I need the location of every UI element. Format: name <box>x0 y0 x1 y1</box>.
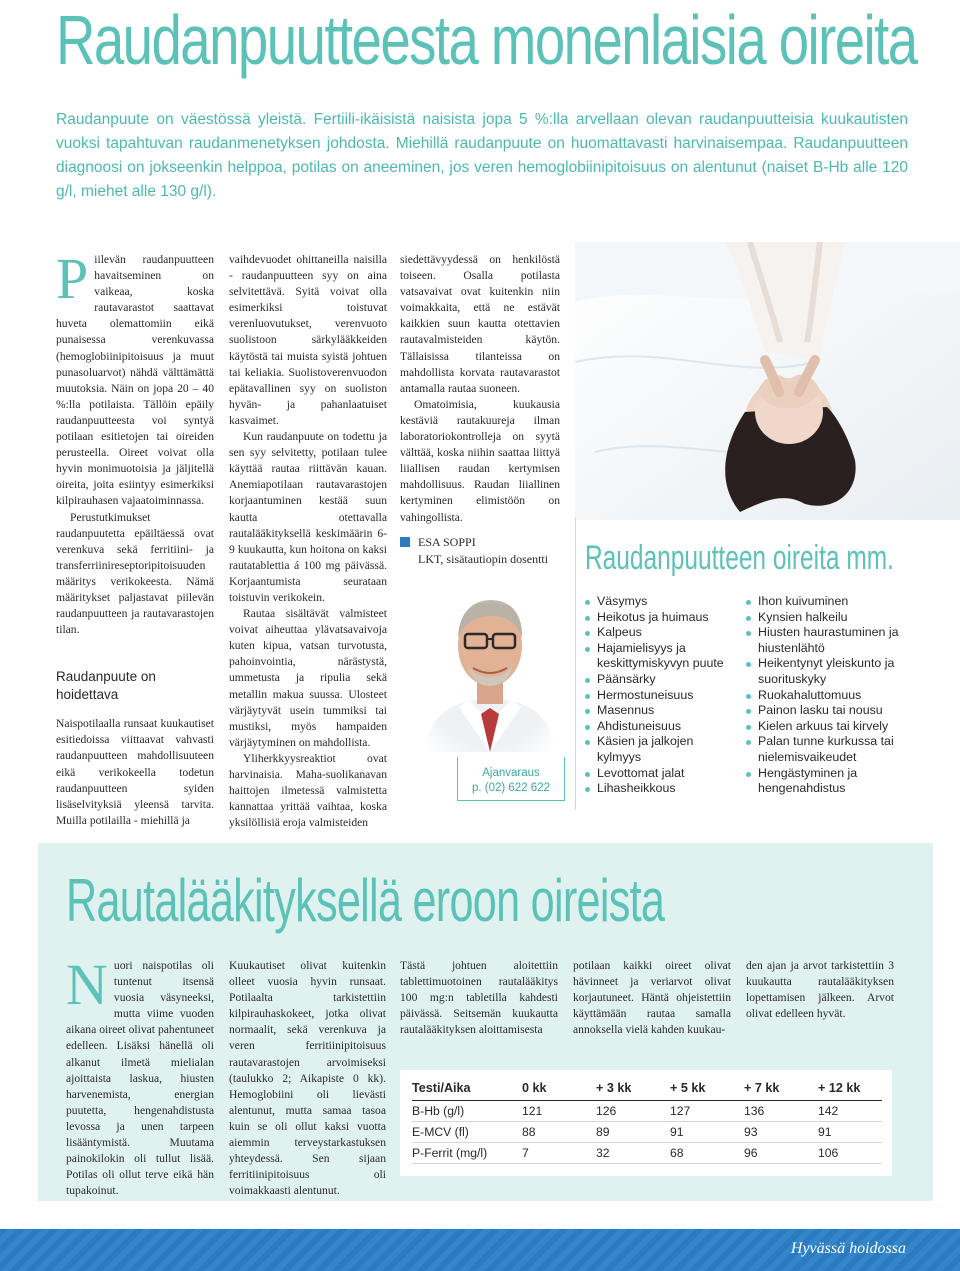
article-column-3 <box>400 252 560 526</box>
table-row <box>412 1121 882 1142</box>
case-column-4 <box>573 958 731 1038</box>
lab-results-table <box>412 1080 882 1164</box>
paragraph: Perustutkimukset raudanpuutetta epäiltäessä ovat verenkuva sekä ferritiini- ja transferriinireseptoripitoisuuden määritys verikokeesta. Nämä määritykset paljastavat piilevän raudanpuutteen ja rautavarastojen tilan. <box>56 510 214 637</box>
list-item: Hajamielisyys ja keskittymiskyvyn puute <box>585 641 735 672</box>
paragraph: Tästä johtuen aloitettiin tablettimuotoinen rautalääkitys 100 mg:n tabletilla kahdesti päivässä. Seitsemän kuukautta rautalääkityksen aloittamisesta <box>400 959 558 1037</box>
list-item: Kielen arkuus tai kirvely <box>746 719 906 735</box>
symptoms-title: Raudanpuutteen oireita mm. <box>585 539 894 577</box>
list-item: Kalpeus <box>585 625 735 641</box>
booking-phone: p. (02) 622 622 <box>471 782 550 794</box>
paragraph: vaihdevuodet ohittaneilla naisilla - raudanpuutteen syy on aina selvitettävä. Syitä voivat olla esimerkiksi toistuvat verenluovutukset, verenvuoto suolistoon särkylääkkeiden käytöstä tai muista syistä johtuen tai keliakia. Suolistoverenvuodon epätavallinen syy on suoliston hyvän- ja pahanlaatuiset kasvaimet. <box>229 253 387 427</box>
table-cell: 32 <box>596 1142 670 1163</box>
article-column-1 <box>56 246 214 829</box>
symptoms-list-left <box>585 594 735 797</box>
list-item: Käsien ja jalkojen kylmyys <box>585 734 735 765</box>
table-row <box>412 1100 882 1121</box>
table-header: + 12 kk <box>818 1080 882 1100</box>
table-cell: 68 <box>670 1142 744 1163</box>
list-item: Levottomat jalat <box>585 766 735 782</box>
list-item: Ihon kuivuminen <box>746 594 906 610</box>
case-column-3 <box>400 958 558 1038</box>
author-name: ESA SOPPI <box>418 535 476 549</box>
list-item: Palan tunne kurkussa tai nielemisvaikeudet <box>746 734 906 765</box>
table-header: 0 kk <box>522 1080 596 1100</box>
table-cell: 89 <box>596 1121 670 1142</box>
section-heading: Raudanpuute on hoidettava <box>56 669 156 703</box>
list-item: Ruokahaluttomuus <box>746 688 906 704</box>
paragraph: Piilevän raudanpuutteen havaitseminen on vaikeaa, koska rautavarastot saattavat huveta olemattomiin eikä punaisessa verenkuvassa (hemoglobiinipitoisuus ja muut punasoluarvot) nähdä välttämättä muutoksia. Näin on jopa 20 – 40 %:lla potilaista. Tällöin epäily raudanpuutteesta voi syntyä potilaan esitietojen tai oireiden perusteella. Oireet voivat olla hyvin monimuotoisia ja jäljitellä oireita, joita esiintyy esimerkiksi kilpirauhasen vajaatoiminnassa. <box>56 246 214 508</box>
case-column-1 <box>66 952 214 1199</box>
case-column-5 <box>746 958 894 1022</box>
booking-label: Ajanvaraus <box>482 767 540 779</box>
table-cell: 136 <box>744 1100 818 1121</box>
author-title: LKT, sisätautiopin dosentti <box>418 552 549 566</box>
table-header: Testi/Aika <box>412 1080 522 1100</box>
author-portrait <box>415 582 565 752</box>
paragraph: den ajan ja arvot tarkistettiin 3 kuukautta rautalääkityksen lopettamisen jälkeen. Arvot olivat edelleen hyvät. <box>746 959 894 1021</box>
table-cell: E-MCV (fl) <box>412 1121 522 1142</box>
list-item: Päänsärky <box>585 672 735 688</box>
table-cell: 91 <box>670 1121 744 1142</box>
table-cell: 127 <box>670 1100 744 1121</box>
table-cell: 96 <box>744 1142 818 1163</box>
list-item: Lihasheikkous <box>585 781 735 797</box>
symptoms-list-right <box>746 594 906 797</box>
list-item: Painon lasku tai nousu <box>746 703 906 719</box>
paragraph: Kun raudanpuute on todettu ja sen syy selvitetty, potilaan tulee käyttää rautaa riittävän kauan. Anemiapotilaan rautavarastojen korjaantuminen kestää suun kautta otettavalla rautalääkityksellä keskimäärin 6-9 kuukautta, kun hoitona on kaksi rautatablettia á 100 mg päivässä. Korjaantumista seurataan toistuvin verikokein. <box>229 430 387 604</box>
lead-paragraph: Raudanpuute on väestössä yleistä. Fertiili-ikäisistä naisista jopa 5 %:lla arvellaan olevan raudanpuutteisia kuukautisten vuoksi tapahtuvan raudanmenetyksen johdosta. Miehillä raudanpuute on huomattavasti harvinaisempaa. Raudanpuutteen diagnoosi on jokseenkin helppoa, potilas on aneeminen, jos veren hemoglobiinipitoisuus on alentunut (naiset B-Hb alle 120 g/l, miehet alle 130 g/l). <box>56 111 908 200</box>
case-study-title: Rautalääkityksellä eroon oireista <box>66 867 665 934</box>
table-header-row <box>412 1080 882 1100</box>
table-cell: 93 <box>744 1121 818 1142</box>
table-header: + 5 kk <box>670 1080 744 1100</box>
list-item: Heikentynyt yleiskunto ja suorituskyky <box>746 656 906 687</box>
table-cell: B-Hb (g/l) <box>412 1100 522 1121</box>
article-column-2 <box>229 252 387 831</box>
drop-cap: P <box>56 246 89 311</box>
table-header: + 7 kk <box>744 1080 818 1100</box>
booking-box <box>457 757 565 801</box>
table-cell: 121 <box>522 1100 596 1121</box>
table-cell: 142 <box>818 1100 882 1121</box>
table-cell: P-Ferrit (mg/l) <box>412 1142 522 1163</box>
author-byline <box>400 534 548 568</box>
table-header: + 3 kk <box>596 1080 670 1100</box>
drop-cap: N <box>66 952 108 1017</box>
footer-brand: Hyvässä hoidossa <box>790 1240 906 1257</box>
paragraph: Nuori naispotilas oli tuntenut itsensä vuosia väsyneeksi, mutta viime vuoden aikana oireet olivat pahentuneet edelleen. Lisäksi hänellä oli alkanut ilmetä mielialan ajoittaista laskua, hiusten harvenemista, energian puutetta, hengenahdistusta levossa ja unen tarpeen lisääntymistä. Muutama painokilokin oli tullut lisää. Potilas oli ollut terve eikä hän tupakoinut. <box>66 952 214 1198</box>
list-item: Ahdistuneisuus <box>585 719 735 735</box>
square-bullet-icon <box>400 537 410 547</box>
list-item: Väsymys <box>585 594 735 610</box>
paragraph: Omatoimisia, kuukausia kestäviä rautakuureja ilman laboratoriokontrolleja on syytä välttää, koska niihin saattaa liittyä liiallisen raudan kertymisen mahdollisuus. Raudan liiallinen kertyminen elimistöön on vahingollista. <box>400 397 560 524</box>
list-item: Masennus <box>585 703 735 719</box>
list-item: Kynsien halkeilu <box>746 610 906 626</box>
table-cell: 7 <box>522 1142 596 1163</box>
paragraph: Yliherkkyysreaktiot ovat harvinaisia. Maha-suolikanavan haittojen ilmetessä valmistetta kannattaa yrittää vaihtaa, koska yksilöllisiä eroja valmisteiden <box>229 751 387 830</box>
list-item: Heikotus ja huimaus <box>585 610 735 626</box>
table-cell: 88 <box>522 1121 596 1142</box>
paragraph: potilaan kaikki oireet olivat hävinneet ja veriarvot olivat korjautuneet. Häntä ohjeistettiin käyttämään rautaa samalla annoksella vielä kahden kuukau- <box>573 959 731 1037</box>
table-cell: 91 <box>818 1121 882 1142</box>
paragraph: siedettävyydessä on henkilöstä toiseen. Osalla potilasta vatsavaivat ovat kuitenkin niin voimakkaita, että ne estävät kaikkien suun kautta otettavien rautavalmisteiden käytön. Tällaisissa tilanteissa on mahdollista korvata rautavarastot antamalla rautaa suoneen. <box>400 253 560 395</box>
paragraph: Kuukautiset olivat kuitenkin olleet vuosia hyvin runsaat. Potilaalta tarkistettiin kilpirauhaskokeet, jotka olivat normaalit, sekä verenkuva ja veren ferritiinipitoisuus rautavarastojen arvoimiseksi (taulukko 2; Aikapiste 0 kk). Hemoglobiini oli lievästi alentunut, mutta samaa tasoa kuin se oli ollut kaksi vuotta aiemmin terveystarkastuksen yhteydessä. Sen sijaan ferritiinipitoisuus oli voimakkaasti alentunut. <box>229 959 386 1198</box>
paragraph: Rautaa sisältävät valmisteet voivat aiheuttaa ylävatsavaivoja kuten kipua, vatsan turvotusta, pahoinvointia, närästystä, ummetusta ja ripulia sekä metallin makua suussa. Ulosteet värjäytyvät usein tummiksi tai mustiksi, myös hampaiden värjäytyminen on mahdollista. <box>229 607 387 749</box>
list-item: Hiusten haurastuminen ja hiustenlähtö <box>746 625 906 656</box>
page-title: Raudanpuutteesta monenlaisia oireita <box>56 1 917 79</box>
list-item: Hengästyminen ja hengenahdistus <box>746 766 906 797</box>
case-column-2 <box>229 958 386 1199</box>
table-row <box>412 1142 882 1163</box>
paragraph: Naispotilaalla runsaat kuukautiset esitiedoissa viittaavat vahvasti raudanpuutteen mahdollisuuteen eikä verikokeella todetun raudanpuutteen syiden lisäselvityksiä yleensä tarvita. Muilla potilailla - miehillä ja <box>56 717 214 827</box>
table-cell: 106 <box>818 1142 882 1163</box>
list-item: Hermostuneisuus <box>585 688 735 704</box>
woman-lying-photo <box>575 242 960 520</box>
table-cell: 126 <box>596 1100 670 1121</box>
